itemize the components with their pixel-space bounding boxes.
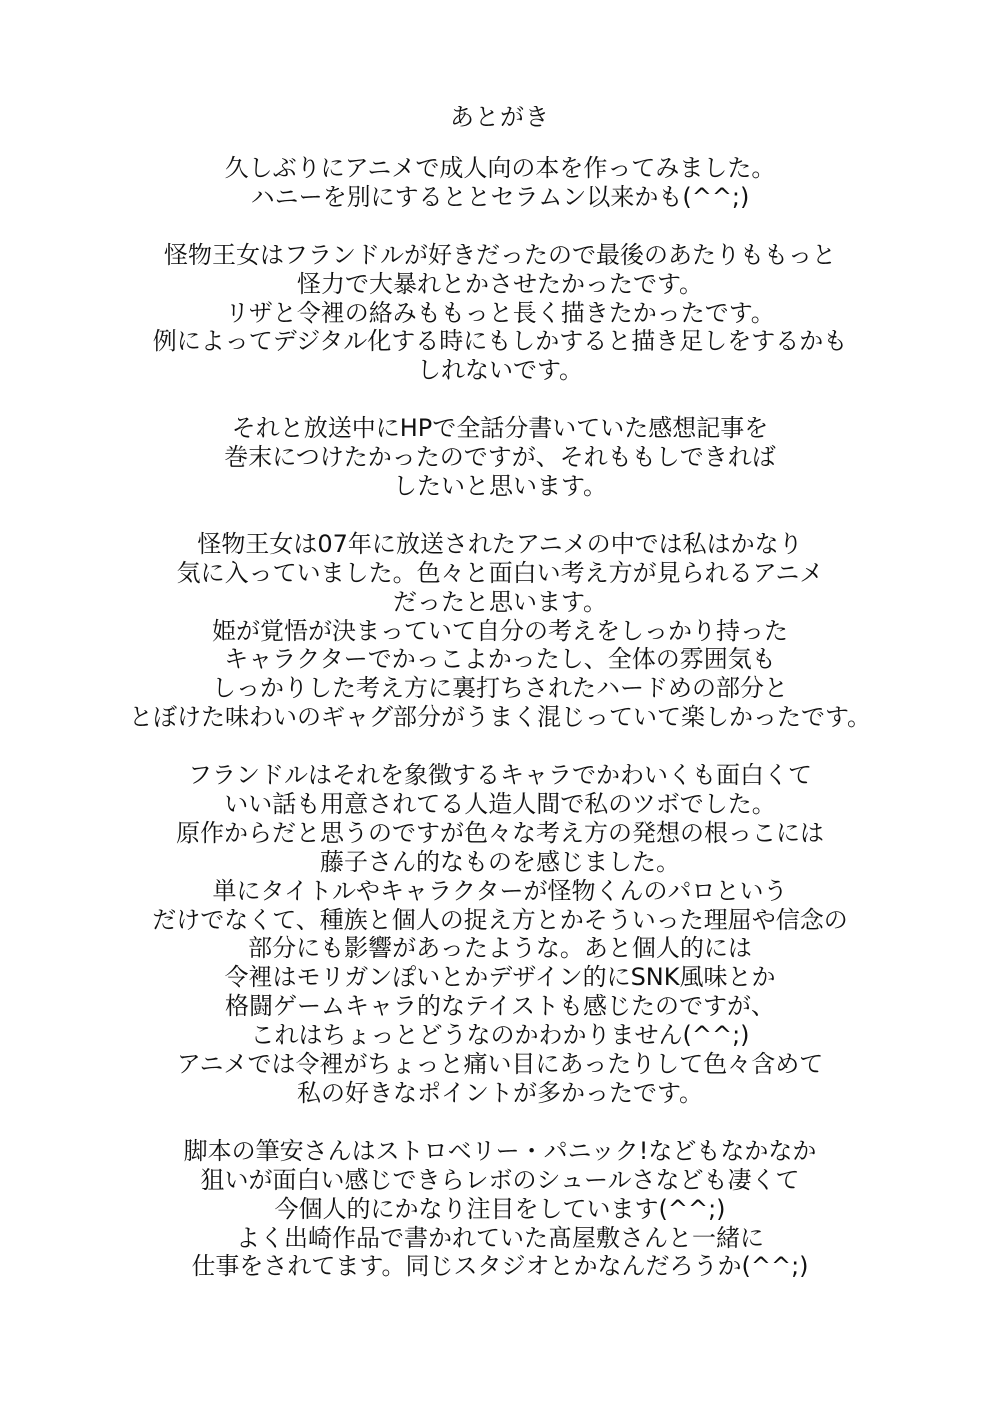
text-line: 狙いが面白い感じできらレボのシュールさなども凄くて (200, 1165, 800, 1194)
text-line: 巻末につけたかったのですが、それももしできれば (224, 443, 776, 472)
text-line: 怪物王女はフランドルが好きだったので最後のあたりももっと (164, 240, 836, 269)
text-line: 今個人的にかなり注目をしています(^^;) (274, 1194, 726, 1223)
text-line: しれないです。 (416, 356, 584, 385)
text-line: ハニーを別にするととセラムン以来かも(^^;) (250, 182, 750, 211)
paragraph (0, 1137, 1000, 1281)
paragraph (0, 154, 1000, 212)
text-line: 脚本の筆安さんはストロベリー・パニック!などもなかなか (183, 1136, 817, 1165)
text-line: 例によってデジタル化する時にもしかすると描き足しをするかも (152, 327, 848, 356)
text-line: しっかりした考え方に裏打ちされたハードめの部分と (212, 674, 788, 703)
text-line: 仕事をされてます。同じスタジオとかなんだろうか(^^;) (191, 1252, 809, 1281)
text-line: 格闘ゲームキャラ的なテイストも感じたのですが、 (224, 992, 776, 1021)
text-line: 怪力で大暴れとかさせたかったです。 (296, 269, 704, 298)
text-line: いい話も用意されてる人造人間で私のツボでした。 (224, 790, 776, 819)
text-line: それと放送中にHPで全話分書いていた感想記事を (231, 414, 769, 443)
text-line: したいと思います。 (392, 472, 608, 501)
text-line: キャラクターでかっこよかったし、全体の雰囲気も (224, 645, 776, 674)
text-line: 単にタイトルやキャラクターが怪物くんのパロという (212, 876, 788, 905)
text-line: 怪物王女は07年に放送されたアニメの中では私はかなり (197, 529, 803, 558)
text-line: 藤子さん的なものを感じました。 (320, 847, 680, 876)
text-line: 令裡はモリガンぽいとかデザイン的にSNK風味とか (224, 963, 776, 992)
text-line: 気に入っていました。色々と面白い考え方が見られるアニメ (176, 558, 824, 587)
afterword-body (0, 154, 1000, 1310)
paragraph (0, 241, 1000, 385)
text-line: とぼけた味わいのギャグ部分がうまく混じっていて楽しかったです。 (128, 703, 872, 732)
text-line: これはちょっとどうなのかわかりません(^^;) (250, 1021, 750, 1050)
text-line: 原作からだと思うのですが色々な考え方の発想の根っこには (176, 818, 824, 847)
paragraph (0, 530, 1000, 732)
text-line: だけでなくて、種族と個人の捉え方とかそういった理屈や信念の (152, 905, 848, 934)
text-line: フランドルはそれを象徴するキャラでかわいくも面白くて (188, 761, 812, 790)
text-line: 久しぶりにアニメで成人向の本を作ってみました。 (224, 154, 776, 182)
paragraph (0, 761, 1000, 1108)
text-line: 姫が覚悟が決まっていて自分の考えをしっかり持った (212, 616, 788, 645)
page-title: あとがき (450, 103, 550, 131)
text-line: アニメでは令裡がちょっと痛い目にあったりして色々含めて (176, 1050, 824, 1079)
paragraph (0, 414, 1000, 501)
text-line: 部分にも影響があったような。あと個人的には (248, 934, 752, 963)
text-line: 私の好きなポイントが多かったです。 (296, 1078, 704, 1107)
text-line: リザと令裡の絡みももっと長く描きたかったです。 (225, 298, 775, 327)
text-line: だったと思います。 (392, 587, 608, 616)
text-line: よく出崎作品で書かれていた髙屋敷さんと一緒に (236, 1223, 764, 1252)
